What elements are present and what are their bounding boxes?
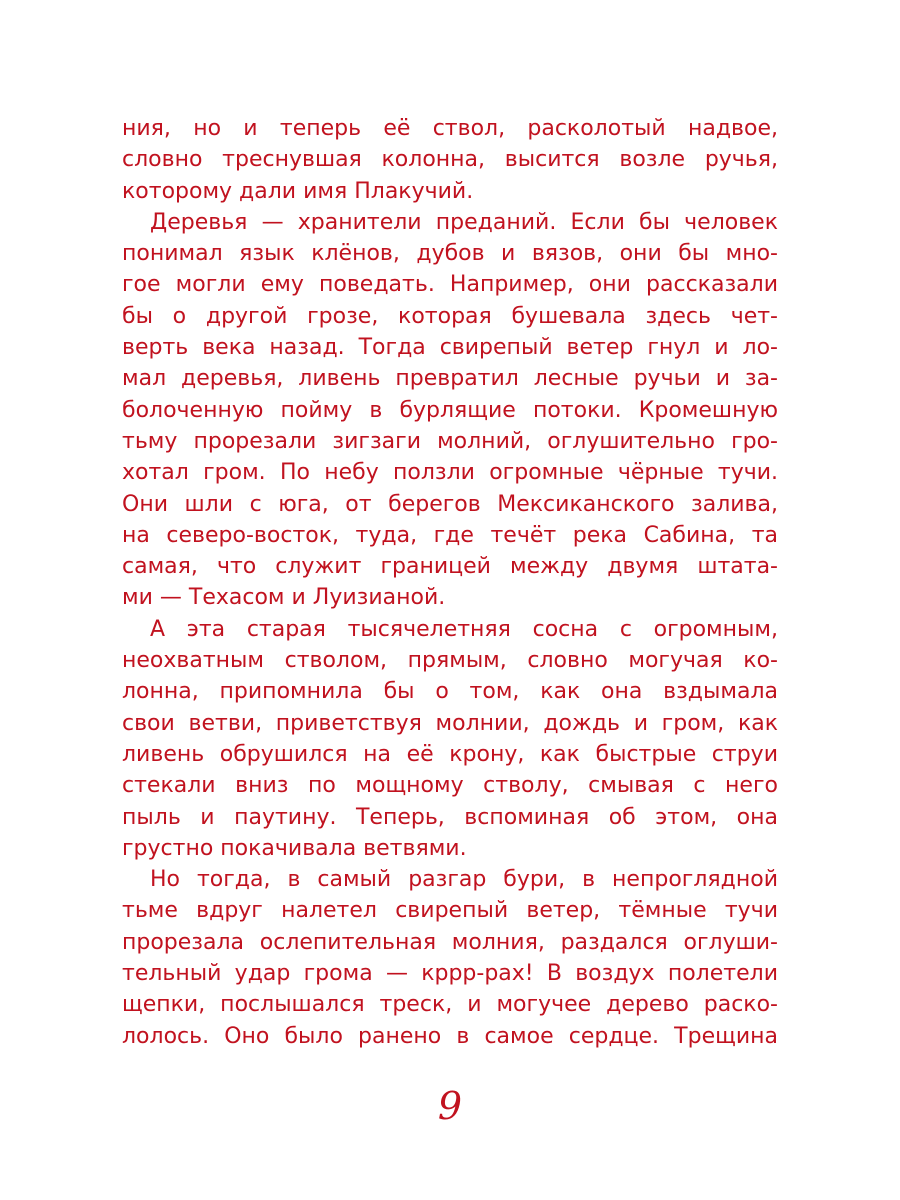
body-text [122, 113, 778, 1052]
text-line: А эта старая тысячелетняя сосна с огромным, [150, 616, 778, 642]
text-line: хотал гром. По небу ползли огромные чёрные тучи. [122, 460, 778, 486]
text-line: верть века назад. Тогда свирепый ветер гнул и ло- [122, 335, 778, 361]
text-line: на северо-восток, туда, где течёт река Сабина, та [122, 522, 778, 548]
text-line: стекали вниз по мощному стволу, смывая с него [122, 773, 778, 799]
text-line: неохватным стволом, прямым, словно могучая ко- [122, 648, 778, 674]
text-line: ливень обрушился на её крону, как быстрые струи [122, 741, 778, 767]
text-line: самая, что служит границей между двумя штата- [122, 554, 778, 580]
text-line: болоченную пойму в бурлящие потоки. Кромешную [122, 397, 778, 423]
text-line: Деревья — хранители преданий. Если бы человек [150, 209, 778, 235]
text-line: лонна, припомнила бы о том, как она вздымала [122, 679, 778, 705]
text-line: щепки, послышался треск, и могучее дерево раско- [122, 992, 778, 1018]
text-line: лолось. Оно было ранено в самое сердце. Трещина [122, 1023, 778, 1049]
text-line: гое могли ему поведать. Например, они рассказали [122, 272, 778, 298]
text-line: пыль и паутину. Теперь, вспоминая об этом, она [122, 804, 778, 830]
text-line: тьму прорезали зигзаги молний, оглушительно гро- [122, 428, 778, 454]
text-line: понимал язык клёнов, дубов и вязов, они бы мно- [122, 241, 778, 267]
text-line: Но тогда, в самый разгар бури, в непроглядной [150, 867, 778, 893]
text-line: бы о другой грозе, которая бушевала здесь чет- [122, 303, 778, 329]
text-line: свои ветви, приветствуя молнии, дождь и гром, как [122, 710, 778, 736]
text-line: тьме вдруг налетел свирепый ветер, тёмные тучи [122, 898, 778, 924]
text-line: Они шли с юга, от берегов Мексиканского залива, [122, 491, 778, 517]
text-line: ми — Техасом и Луизианой. [122, 585, 446, 611]
page-number: 9 [437, 1084, 463, 1128]
text-line: грустно покачивала ветвями. [122, 835, 467, 861]
text-line: ния, но и теперь её ствол, расколотый надвое, [122, 116, 778, 141]
text-line: которому дали имя Плакучий. [122, 178, 474, 204]
text-line: тельный удар грома — кррр-рах! В воздух полетели [122, 961, 778, 987]
text-line: прорезала ослепительная молния, раздался оглуши- [122, 929, 778, 955]
text-line: мал деревья, ливень превратил лесные ручьи и за- [122, 366, 778, 392]
text-line: словно треснувшая колонна, высится возле ручья, [122, 147, 778, 173]
